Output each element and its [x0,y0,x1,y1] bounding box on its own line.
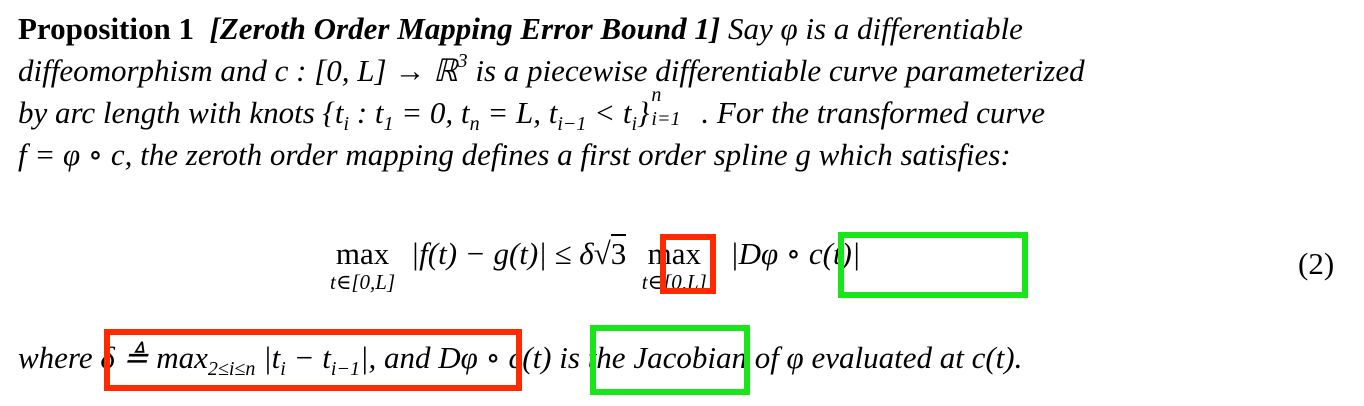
line-3-end: . For the transformed curve [701,95,1045,130]
comma-and: , and [368,340,439,375]
proposition-line-1-rest: Say φ is a differentiable [720,11,1023,46]
sqrt-icon: √ [593,236,611,271]
max-operator-1 [330,236,395,292]
jacobian-term: Dφ ∘ c(t) [438,340,552,375]
line-3-mid4: < t [586,95,632,130]
delta-sub-i: i [280,358,286,380]
line-3-sub-i2: i [631,113,638,135]
equation-number: (2) [1298,246,1335,281]
line-3-mid2: = 0, t [393,95,470,130]
proposition-paragraph [18,8,1348,176]
line-3-sub-range: i=1 [651,108,681,130]
line-3-supsub [649,84,701,130]
jacobian-highlight-box [590,325,750,395]
delta-definition-highlight-box [104,329,522,391]
sqrt-argument: 3 [610,236,627,271]
max-2-subscript: t∈[0,L] [641,270,707,294]
line-2-text: diffeomorphism and c : [0, L] → ℝ [18,53,458,88]
line-3-sub-i: i [343,113,350,135]
line-3-mid3: = L, t [479,95,558,130]
line-3-sup-n: n [651,84,662,106]
max-2-label: max [647,236,701,271]
proposition-title: [Zeroth Order Mapping Error Bound 1] [209,11,721,46]
line-3-start: by arc length with knots {t [18,95,344,130]
jacobian-norm-highlight-box [838,232,1028,298]
lhs-text: |f(t) − g(t)| ≤ [410,236,580,271]
line-2-end: is a piecewise differentiable curve parameterized [467,53,1085,88]
line-3-mid: : t [349,95,384,130]
delta-sub-im1: i−1 [330,358,360,380]
line-3-sub-1: 1 [383,113,394,135]
delta-close: | [359,340,369,375]
delta-abs: |t [255,340,281,375]
delta-symbol: δ [579,236,594,271]
max-1-label: max [335,236,390,271]
proposition-line-2 [18,50,1348,92]
proposition-line-1 [18,8,1348,50]
line-2-sup: 3 [457,50,468,72]
proposition-line-3 [18,84,1348,135]
proposition-line-4: f = φ ∘ c, the zeroth order mapping defines a first order spline g which satisfies: [18,137,1011,172]
delta-def-sub: 2≤i≤n [207,358,256,380]
rhs-text: |Dφ ∘ c(t)| [730,236,861,271]
line-3-sub-n: n [469,113,480,135]
where-word: where [18,340,101,375]
line-3-close: } [637,95,650,130]
proposition-heading: Proposition 1 [18,11,194,46]
delta-minus: − t [285,340,331,375]
equation-lhs [403,236,634,272]
where-rest: is the Jacobian of φ evaluated at c(t). [551,340,1023,375]
delta-def-text: δ ≜ max [100,340,208,375]
line-3-sub-im1: i−1 [557,113,587,135]
equation-2 [330,236,860,306]
delta-highlight-box [660,234,716,294]
max-1-subscript: t∈[0,L] [330,270,396,294]
